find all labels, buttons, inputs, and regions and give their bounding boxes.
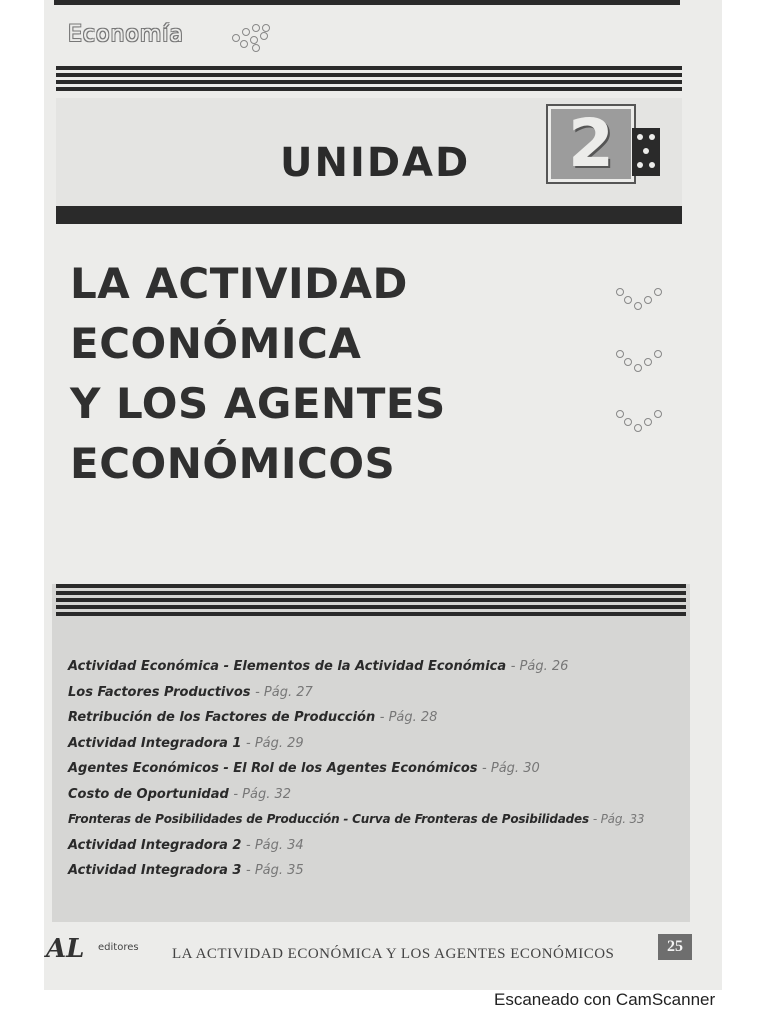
chapter-title-line: Y LOS AGENTES: [70, 379, 446, 428]
running-head: Economía: [68, 22, 184, 47]
contents-item-page: - Pág. 28: [379, 710, 438, 725]
contents-item-page: - Pág. 35: [246, 863, 304, 878]
contents-item: [68, 807, 688, 833]
die-icon: [632, 128, 660, 176]
page-number: 25: [658, 934, 692, 960]
contents-item: [68, 833, 688, 859]
contents-item-title: Los Factores Productivos: [68, 684, 251, 700]
contents-item-title: Actividad Integradora 1: [68, 735, 242, 751]
chapter-title-line: ECONÓMICOS: [70, 439, 396, 488]
contents-item-page: - Pág. 26: [510, 659, 569, 674]
contents-item: [68, 705, 688, 731]
contents-item-page: - Pág. 29: [246, 735, 304, 751]
contents-item: [68, 756, 688, 782]
contents-item-title: Costo de Oportunidad: [68, 786, 229, 802]
unit-label: UNIDAD: [280, 140, 471, 186]
top-rule: [54, 0, 680, 5]
contents-list: [68, 654, 688, 884]
contents-item-page: - Pág. 33: [592, 812, 645, 826]
header-stripes: [56, 66, 682, 94]
scanner-watermark: Escaneado con CamScanner: [494, 990, 716, 1009]
contents-item-title: Fronteras de Posibilidades de Producción - Curva de Fronteras de Posibilidades: [68, 812, 589, 826]
contents-item-page: - Pág. 34: [246, 837, 304, 853]
contents-item-page: - Pág. 32: [233, 786, 292, 802]
contents-item-title: Agentes Económicos - El Rol de los Agentes Económicos: [68, 761, 478, 776]
contents-item: [68, 680, 688, 706]
contents-item-page: - Pág. 27: [255, 684, 313, 700]
publisher-logo: AL: [46, 934, 85, 964]
footer-running-title: LA ACTIVIDAD ECONÓMICA Y LOS AGENTES ECONÓMICOS: [172, 946, 615, 962]
contents-item: [68, 731, 688, 757]
contents-item-title: Actividad Integradora 3: [68, 863, 242, 878]
chapter-title-line: LA ACTIVIDAD: [70, 259, 408, 308]
chapter-title: [70, 254, 446, 494]
publisher-name: editores: [98, 942, 139, 953]
unit-banner-bottom-bar: [56, 206, 682, 224]
contents-item: [68, 782, 688, 808]
contents-item-title: Actividad Integradora 2: [68, 837, 242, 853]
contents-item-title: Retribución de los Factores de Producción: [68, 710, 376, 725]
contents-stripes: [56, 584, 686, 619]
unit-number: 2: [548, 106, 634, 182]
chapter-title-line: ECONÓMICA: [70, 319, 362, 368]
contents-item-title: Actividad Económica - Elementos de la Actividad Económica: [68, 659, 507, 674]
contents-item-page: - Pág. 30: [482, 761, 540, 776]
contents-item: [68, 858, 688, 884]
contents-item: [68, 654, 688, 680]
